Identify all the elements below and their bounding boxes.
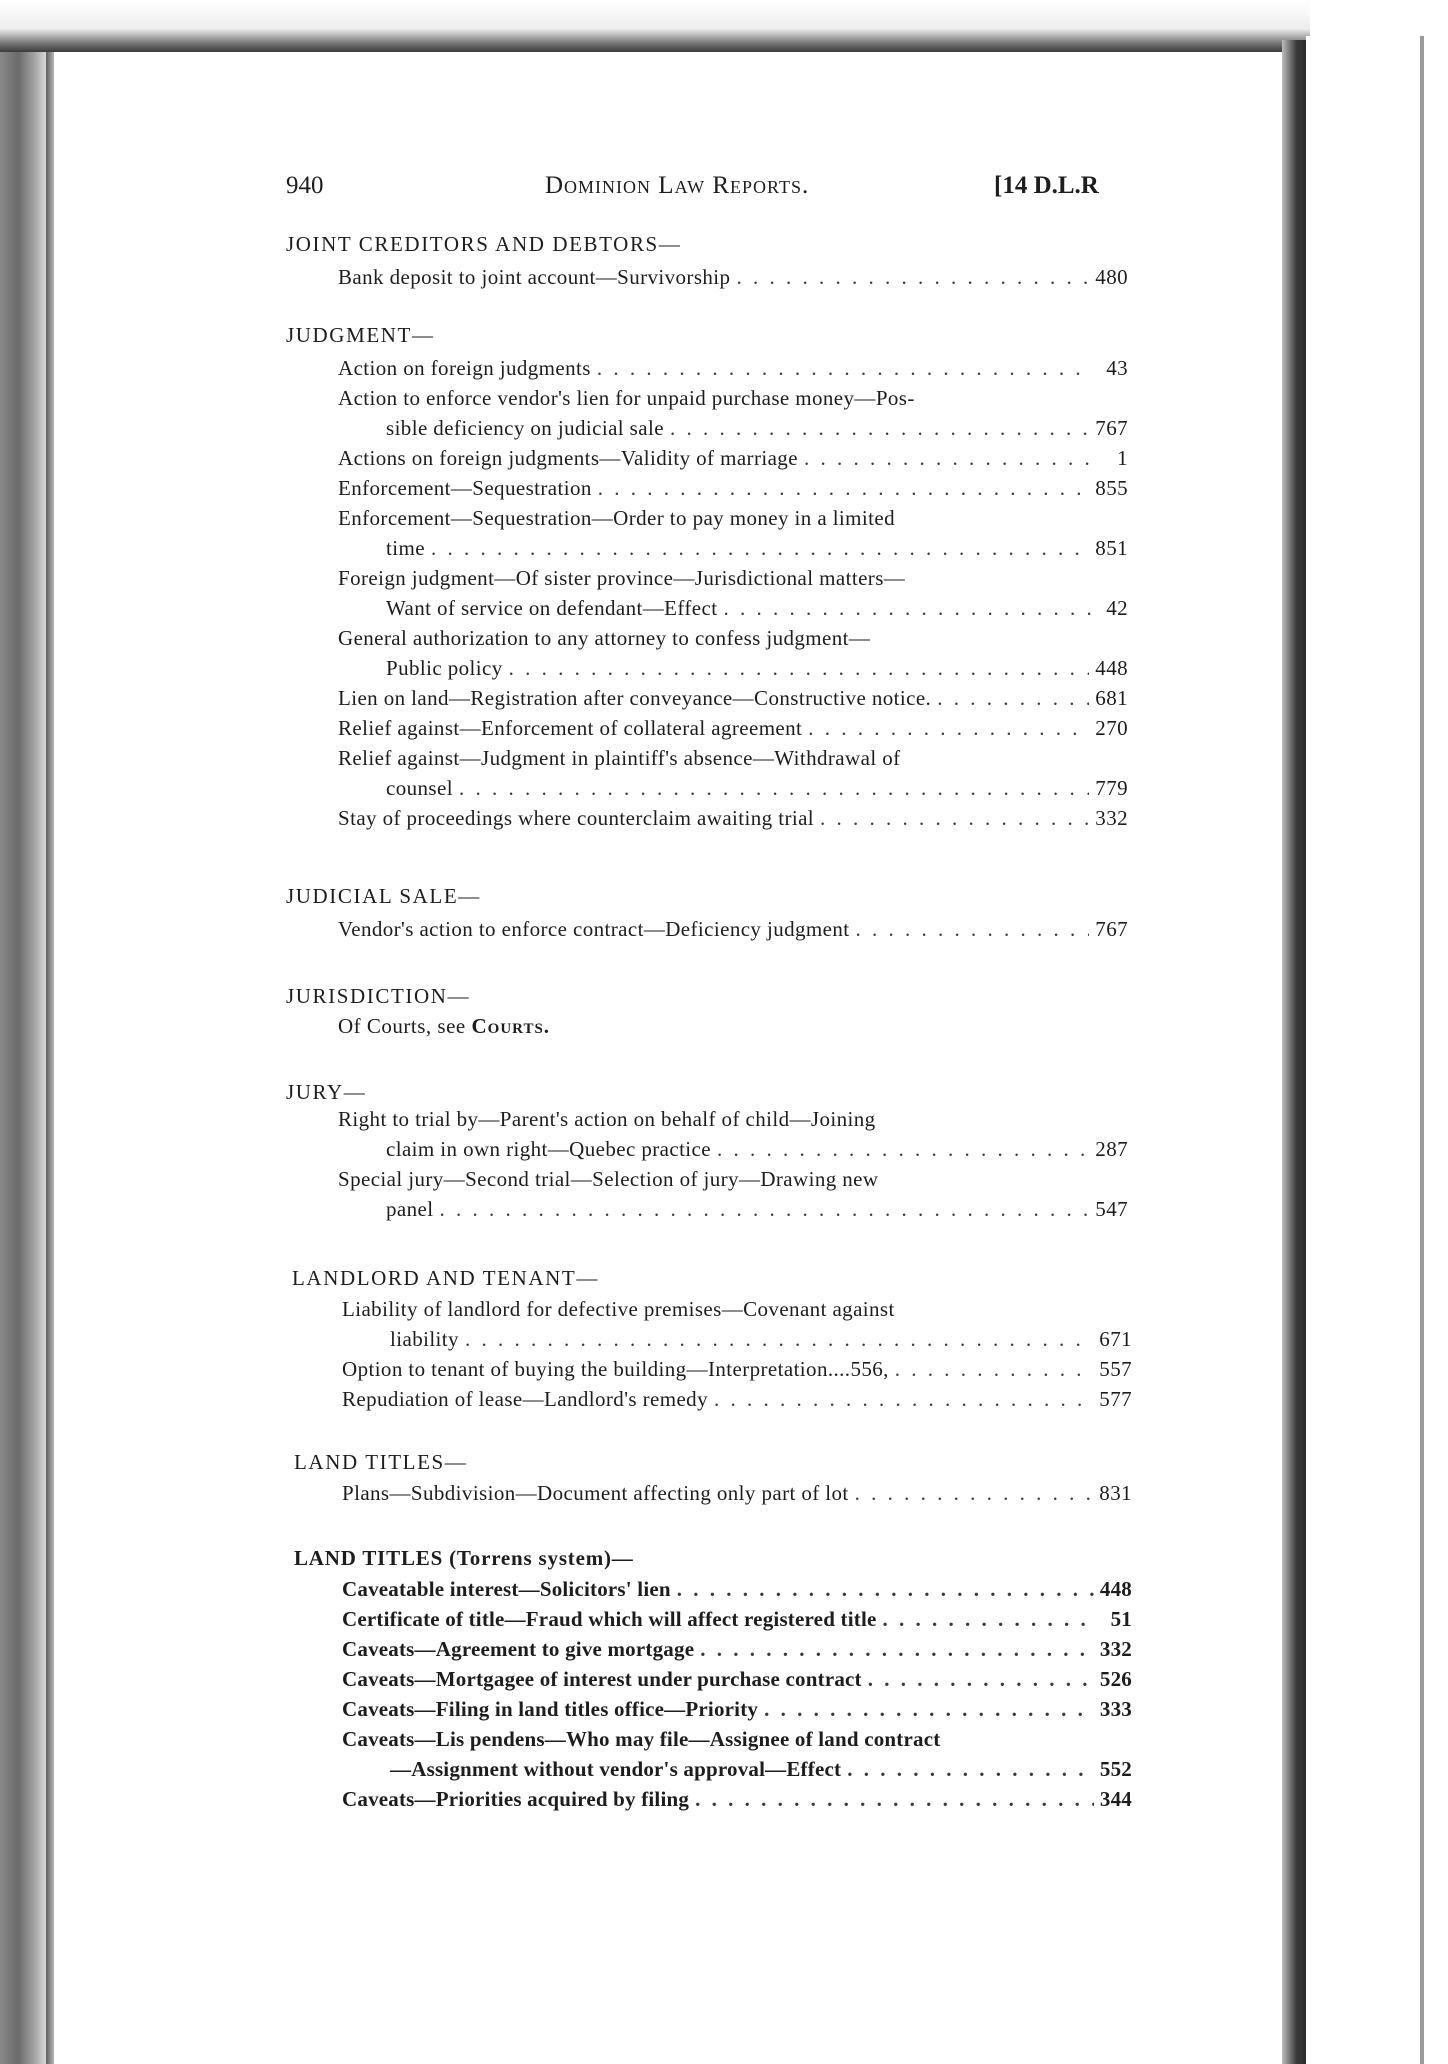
page-ref: 831 — [1099, 1481, 1132, 1505]
cross-reference: Of Courts, see Courts. — [338, 1014, 551, 1038]
index-entry: Stay of proceedings where counterclaim awaiting trial . . . 332 — [338, 803, 1128, 833]
index-entry: Caveats—Mortgagee of interest under purchase contract . . . 526 — [342, 1664, 1132, 1694]
page-ref: 480 — [1095, 265, 1128, 289]
index-entry: Plans—Subdivision—Document affecting only part of lot . . . 831 — [342, 1478, 1132, 1508]
page-ref: 779 — [1095, 776, 1128, 800]
index-entry: Action on foreign judgments . . . 43 — [338, 353, 1128, 383]
page-ref: 332 — [1099, 1637, 1132, 1661]
page-ref: 767 — [1095, 416, 1128, 440]
page-ref: 577 — [1099, 1387, 1132, 1411]
page-ref: 287 — [1095, 1137, 1128, 1161]
index-entry: Liability of landlord for defective premises—Covenant against liability . . . 671 — [342, 1294, 1132, 1354]
facing-page-edge — [1420, 36, 1424, 2064]
section-heading: LANDLORD AND TENANT— — [292, 1266, 599, 1290]
page-ref: 344 — [1099, 1787, 1132, 1811]
book-binding-shadow — [0, 0, 46, 2064]
index-entry: Vendor's action to enforce contract—Deficiency judgment . . . 767 — [338, 914, 1128, 944]
section-heading: LAND TITLES (Torrens system)— — [294, 1546, 634, 1570]
index-entry: Right to trial by—Parent's action on behalf of child—Joining claim in own right—Quebec practice . . . 287 — [338, 1104, 1128, 1164]
page-ref: 1 — [1117, 446, 1128, 470]
page-ref: 552 — [1099, 1757, 1132, 1781]
index-entry: Relief against—Judgment in plaintiff's absence—Withdrawal of counsel . . . 779 — [338, 743, 1128, 803]
index-entry: Relief against—Enforcement of collateral agreement . . . 270 — [338, 713, 1128, 743]
index-entry: Caveats—Filing in land titles office—Priority . . . 333 — [342, 1694, 1132, 1724]
page-ref: 681 — [1095, 686, 1128, 710]
section-heading: JUDGMENT— — [286, 323, 435, 347]
page-ref: 671 — [1099, 1327, 1132, 1351]
page-ref: 43 — [1106, 356, 1128, 380]
page-ref: 526 — [1099, 1667, 1132, 1691]
index-entry: Enforcement—Sequestration—Order to pay money in a limited time . . . 851 — [338, 503, 1128, 563]
section-heading: JOINT CREDITORS AND DEBTORS— — [286, 232, 682, 256]
index-entry: Caveatable interest—Solicitors' lien . . . 448 — [342, 1574, 1132, 1604]
section-heading: LAND TITLES— — [294, 1450, 468, 1474]
index-entry: Caveats—Agreement to give mortgage . . . 332 — [342, 1634, 1132, 1664]
running-title: Dominion Law Reports. — [545, 172, 810, 199]
index-entry: General authorization to any attorney to confess judgment— Public policy . . . 448 — [338, 623, 1128, 683]
index-entry: Bank deposit to joint account—Survivorship . . . 480 — [338, 262, 1128, 292]
page-ref: 547 — [1095, 1197, 1128, 1221]
page-right-edge — [1282, 40, 1306, 2064]
facing-page — [1306, 36, 1448, 2064]
page-top-edge — [0, 0, 1310, 52]
cross-reference-target: Courts. — [471, 1014, 551, 1038]
page-ref: 855 — [1095, 476, 1128, 500]
index-entry: Actions on foreign judgments—Validity of marriage . . . 1 — [338, 443, 1128, 473]
page-ref: 51 — [1110, 1607, 1132, 1631]
index-entry: Caveats—Lis pendens—Who may file—Assignee of land contract —Assignment without vendor's approval—Effect . . . 552 — [342, 1724, 1132, 1784]
index-entry: Special jury—Second trial—Selection of jury—Drawing new panel . . . 547 — [338, 1164, 1128, 1224]
section-heading: JURY— — [286, 1080, 367, 1104]
page-ref: 851 — [1095, 536, 1128, 560]
volume-reference: [14 D.L.R — [994, 172, 1099, 199]
index-entry: Repudiation of lease—Landlord's remedy . . . 577 — [342, 1384, 1132, 1414]
index-entry: Caveats—Priorities acquired by filing . . . 344 — [342, 1784, 1132, 1814]
index-entry: Certificate of title—Fraud which will affect registered title . . . 51 — [342, 1604, 1132, 1634]
index-entry: Lien on land—Registration after conveyance—Constructive notice. . . . 681 — [338, 683, 1128, 713]
index-entry: Enforcement—Sequestration . . . 855 — [338, 473, 1128, 503]
page-ref: 42 — [1106, 596, 1128, 620]
section-heading: JURISDICTION— — [286, 984, 471, 1008]
page-ref: 332 — [1095, 806, 1128, 830]
page-ref: 448 — [1095, 656, 1128, 680]
index-entry: Foreign judgment—Of sister province—Jurisdictional matters— Want of service on defendant—Effect . . . 42 — [338, 563, 1128, 623]
section-heading: JUDICIAL SALE— — [286, 884, 481, 908]
page-ref: 557 — [1099, 1357, 1132, 1381]
index-entry: Option to tenant of buying the building—Interpretation....556, . . . 557 — [342, 1354, 1132, 1384]
page-ref: 767 — [1095, 917, 1128, 941]
page-ref: 448 — [1099, 1577, 1132, 1601]
page-left-edge — [46, 40, 54, 2064]
page-number: 940 — [286, 172, 324, 199]
page-ref: 270 — [1095, 716, 1128, 740]
page-ref: 333 — [1099, 1697, 1132, 1721]
index-entry: Action to enforce vendor's lien for unpaid purchase money—Pos- sible deficiency on judicial sale . . . 767 — [338, 383, 1128, 443]
